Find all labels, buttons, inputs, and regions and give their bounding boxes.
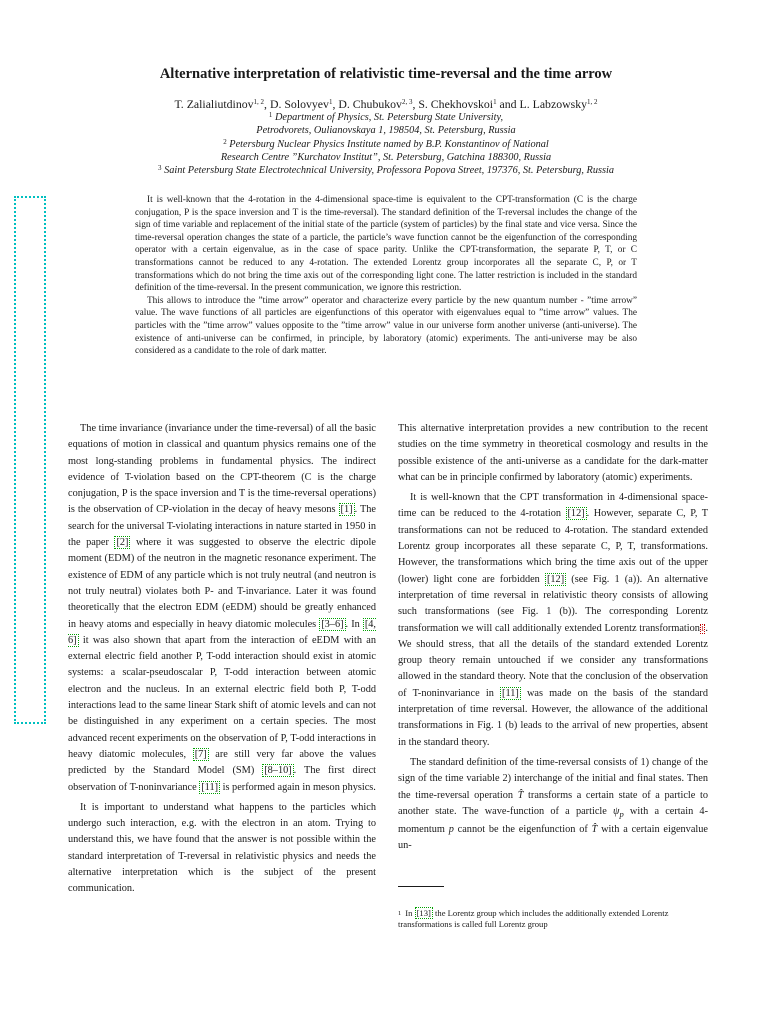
left-column bbox=[68, 421, 376, 898]
author-affil-sup: 1 bbox=[328, 98, 333, 106]
affil-sup: 1 bbox=[268, 111, 273, 120]
citation-link[interactable]: [8–10] bbox=[264, 765, 292, 777]
text: It is well-known that the CPT transformation in 4-dimensional space-time can be reduced to the 4-rotation bbox=[398, 492, 708, 520]
author-affil-sup: 1, 2 bbox=[253, 98, 265, 106]
citation-link[interactable]: [11] bbox=[502, 687, 519, 699]
footnote-number: 1 bbox=[398, 910, 402, 917]
citation-link[interactable]: [11] bbox=[201, 781, 219, 793]
abstract bbox=[135, 194, 637, 358]
right-column bbox=[398, 421, 708, 855]
author-affil-sup: 1, 2 bbox=[587, 98, 598, 106]
author-affil-sup: 1 bbox=[493, 98, 497, 106]
citation-link[interactable]: [4, 6] bbox=[68, 618, 376, 646]
text: transforms a certain state of a particle to another state. The wave-function of a particle bbox=[398, 789, 708, 817]
author-sep: , bbox=[332, 97, 339, 111]
citation-link[interactable]: [12] bbox=[546, 573, 565, 585]
author: L. Labzowsky bbox=[519, 97, 588, 111]
text: with a certain 4-momentum bbox=[398, 805, 708, 836]
text: The time invariance (invariance under the time-reversal) of all the basic equations of motion in classical and quantum physics remains one of the most long-standing problems in fundamental physics. The indirect evidence of T-violation based on the CPT-theorem (C is the charge conjugation, P is the space inversion and T is the time-reversal operations) is the observation of CP-violation in the decay of heavy mesons bbox=[68, 423, 376, 516]
body-paragraph bbox=[398, 755, 708, 855]
body-paragraph: This alternative interpretation provides a new contribution to the recent studies on the time symmetry in theoretical cosmology and results in the possible existence of the anti-universe as a candidate for the dark-matter what can be in principle confirmed by laboratory (atomic) experiments. bbox=[398, 423, 708, 483]
text: . The search for the universal T-violating interactions in nature started in 1950 in the paper bbox=[68, 504, 376, 549]
abstract-paragraph: This allows to introduce the ”time arrow” operator and characterize every particle by the new quantum number - ”time arrow” value. The wave functions of all particles are eigenfunctions of this operator with eigenvalues equal to ”time arrow” values. The particles with the ”time arrow” values opposite to the ”time arrow” value in our universe form another universe (anti-universe). The existence of anti-universe can be confirmed, in principle, by laboratory (atomic) experiments. The anti-universe may be also considered as a candidate to the role of dark matter. bbox=[135, 295, 637, 357]
citation-link[interactable]: [7] bbox=[194, 748, 207, 760]
citation-link[interactable]: [1] bbox=[340, 504, 353, 516]
author-block bbox=[80, 98, 692, 177]
text: the Lorentz group which includes the additionally extended Lorentz transformations is called full Lorentz group bbox=[398, 908, 669, 930]
author-list bbox=[80, 98, 692, 111]
footnote bbox=[398, 908, 710, 930]
math-symbol: ψ bbox=[613, 805, 620, 817]
affil-text: Department of Physics, St. Petersburg State University, bbox=[274, 112, 504, 124]
text: The standard definition of the time-reversal consists of 1) change of the sign of the time variable 2) interchange of the initial and final states. Then the time-reversal operation bbox=[398, 756, 708, 801]
author: S. Chekhovskoi bbox=[418, 97, 494, 111]
text: . In bbox=[345, 618, 363, 630]
affiliation bbox=[80, 151, 692, 164]
margin-annotation-box bbox=[14, 196, 46, 724]
text: . We should stress, that all the details of the standard extended Lorentz group theory remain untouched if we consider any transformations allowed in the standard theory. Note that the conclusion of the observation of T-noninvariance in bbox=[398, 622, 708, 699]
math-subscript: p bbox=[619, 808, 624, 819]
footnote-rule bbox=[398, 886, 444, 887]
text: cannot be the eigenfunction of bbox=[453, 824, 592, 836]
author-sep: , bbox=[264, 97, 270, 111]
affil-sup: 2 bbox=[223, 137, 227, 146]
abstract-paragraph: It is well-known that the 4-rotation in the 4-dimensional space-time is equivalent to the CPT-transformation (C is the charge conjugation, P is the space inversion and T is the time-reversal). The standard definition of the T-reversal includes the change of the sign of time variable and replacement of the initial state of the particle (system of particles) by the final state and vice versa. Since the time-reversal operation changes the state of a particle, the particle’s wave function cannot be the eigenfunction of the corresponding operator with a certain eigenvalue, as in the case of space parity. Unlike the CPT-transformation, the separate P, T, or C transformations cannot be reduced to any 4-rotation. The extended Lorentz group incorporates all the separate C, P, or T transformations which do not bring the time axis out of the corresponding light cone. The latter restriction is included in the standard definition of the time-reversal. In the present communication, we ignore this restriction. bbox=[135, 195, 637, 294]
text: In bbox=[405, 908, 415, 918]
math-symbol: p bbox=[448, 824, 454, 836]
text: (see Fig. 1 (a)). An alternative interpretation of time reversal in relativistic theory consists of allowing such transformations (see Fig. 1 (b)). The corresponding Lorentz transformation we will call additionally extended Lorentz transformation bbox=[398, 573, 708, 634]
text: where it was suggested to observe the electric dipole moment (EDM) of the neutron in the magnetic resonance experiment. The existence of EDM of any particle which is not truly neutral (and neutron is not truly neutral) violates both P- and T-invariance. Later it was found theoretically that the electron EDM (eEDM) should be greatly enhanced in heavy atoms and especially in heavy diatomic molecules bbox=[68, 537, 376, 630]
text: . The first direct observation of T-noninvariance bbox=[68, 765, 376, 793]
author-sep: and bbox=[496, 97, 520, 111]
footnote-link[interactable]: 1 bbox=[700, 624, 705, 633]
text: it was also shown that apart from the interaction of eEDM with an external electric field another P, T-odd interaction should exist in atomic systems: a scalar-pseudoscalar P, T-odd interaction between atomic electron and the nucleus. In an external electric field both P, T-odd interactions lead to the same linear Stark shift of atomic levels and can not be distinguished in any experiment on a certain species. The most advanced recent experiments on the observation of P, T-odd interactions in heavy diatomic molecules, bbox=[68, 634, 376, 760]
citation-link[interactable]: [3–6] bbox=[321, 618, 344, 630]
math-symbol: T̂ bbox=[591, 824, 598, 836]
body-paragraph bbox=[398, 490, 708, 751]
citation-link[interactable]: [12] bbox=[567, 508, 585, 520]
affil-text: Research Centre ”Kurchatov Institut”, St. Petersburg, Gatchina 188300, Russia bbox=[220, 151, 552, 163]
paper-title: Alternative interpretation of relativistic time-reversal and the time arrow bbox=[159, 66, 613, 82]
affil-text: Petersburg Nuclear Physics Institute named by B.P. Konstantinov of National bbox=[229, 138, 549, 150]
affiliation bbox=[80, 124, 692, 137]
body-paragraph: It is important to understand what happens to the particles which undergo such interaction, e.g. with the electron in an atom. Trying to understand this, we have found that the answer is not possible within the standard interpretation of T-reversal in relativistic physics and needs the alternative interpretation which is the subject of the present communication. bbox=[68, 801, 376, 895]
affil-text: Petrodvorets, Oulianovskaya 1, 198504, St. Petersburg, Russia bbox=[256, 125, 516, 137]
citation-link[interactable]: [13] bbox=[416, 908, 431, 918]
math-symbol: T̂ bbox=[517, 789, 524, 801]
author-affil-sup: 2, 3 bbox=[401, 98, 413, 106]
citation-link[interactable]: [2] bbox=[116, 537, 129, 549]
text: is performed again in meson physics. bbox=[220, 781, 376, 793]
author: D. Solovyev bbox=[269, 97, 329, 111]
affiliation bbox=[80, 138, 692, 151]
affiliation bbox=[80, 111, 692, 124]
affiliation bbox=[80, 164, 692, 177]
author: D. Chubukov bbox=[338, 97, 402, 111]
text: . However, separate C, P, T transformations can not be reduced to 4-rotation. The standard extended Lorentz group incorporates all these separate C, P, T, transformations. However, the transformations which bring the time axis out of the upper (lower) light cone are forbidden bbox=[398, 508, 708, 585]
text: are still very far above the values predicted by the Standard Model (SM) bbox=[68, 748, 376, 777]
body-paragraph bbox=[68, 421, 376, 796]
author: T. Zalialiutdinov bbox=[174, 97, 254, 111]
author-sep: , bbox=[412, 97, 419, 111]
text: was made on the basis of the standard interpretation of time reversal. However, the allowance of the additional transformations in Fig. 1 (b) leads to the arrival of new properties, absent in the standard theory. bbox=[398, 687, 708, 748]
text: with a certain eigenvalue un- bbox=[398, 824, 708, 852]
affil-text: Saint Petersburg State Electrotechnical University, Professora Popova Street, 197376, St. Petersburg, Russia bbox=[164, 165, 615, 177]
affil-sup: 3 bbox=[157, 164, 162, 173]
